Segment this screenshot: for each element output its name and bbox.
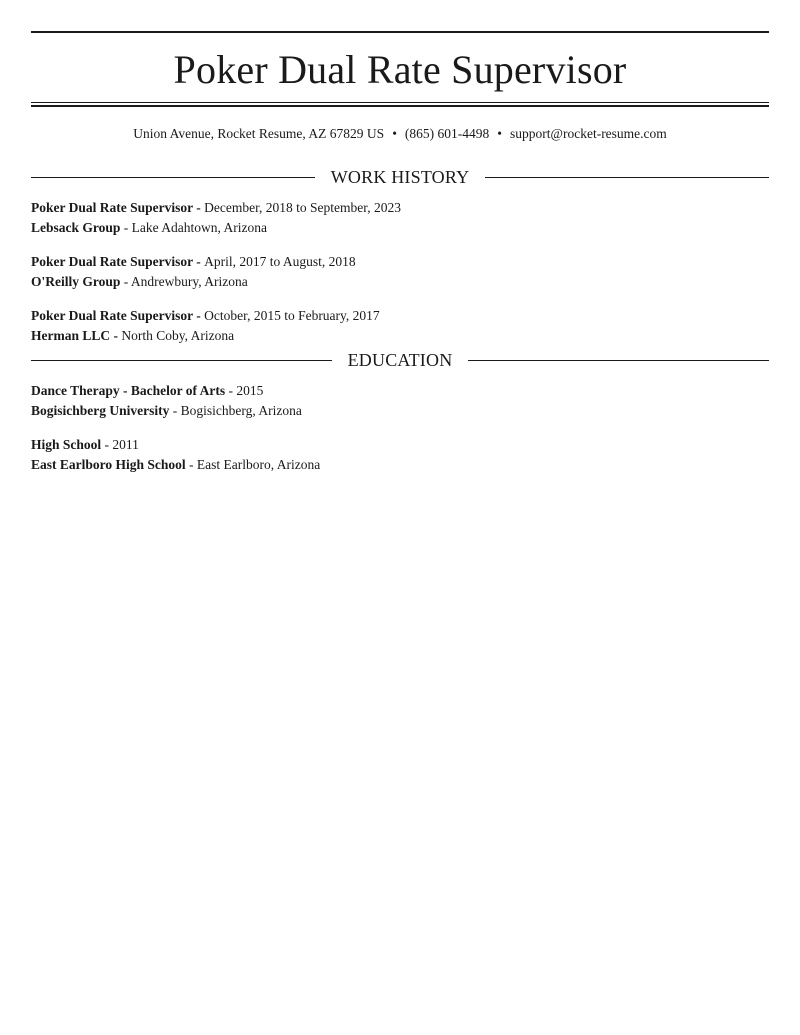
company-location: Andrewbury, Arizona — [130, 274, 248, 289]
section-title: EDUCATION — [347, 349, 453, 370]
address: Union Avenue, Rocket Resume, AZ 67829 US — [133, 126, 385, 141]
degree: Dance Therapy - Bachelor of Arts — [31, 383, 226, 398]
education-entry — [31, 381, 769, 421]
heading-rule-right — [468, 360, 769, 361]
company-location: North Coby, Arizona — [121, 328, 235, 343]
work-entry — [31, 252, 769, 292]
school-location: East Earlboro, Arizona — [196, 457, 321, 472]
work-history-heading — [31, 165, 769, 189]
contact-separator: • — [392, 126, 397, 141]
education-entry-degree-line: High School - 2011 — [31, 437, 139, 452]
education-entry-school-line: East Earlboro High School - East Earlboro, Arizona — [31, 457, 321, 472]
email: support@rocket-resume.com — [510, 126, 667, 141]
work-entry — [31, 198, 769, 238]
job-dates: December, 2018 to September, 2023 — [204, 200, 401, 215]
resume-page — [31, 31, 769, 475]
heading-rule-right — [485, 177, 769, 178]
company-name: O'Reilly Group — [31, 274, 121, 289]
job-title: Poker Dual Rate Supervisor — [31, 200, 193, 215]
work-entry-title-line: Poker Dual Rate Supervisor - December, 2018 to September, 2023 — [31, 200, 401, 215]
job-dates: April, 2017 to August, 2018 — [204, 254, 356, 269]
job-dates: October, 2015 to February, 2017 — [204, 308, 380, 323]
work-entry-title-line: Poker Dual Rate Supervisor - October, 2015 to February, 2017 — [31, 308, 380, 323]
candidate-name: Poker Dual Rate Supervisor — [173, 47, 627, 92]
job-title: Poker Dual Rate Supervisor — [31, 254, 193, 269]
company-name: Lebsack Group — [31, 220, 121, 235]
phone: (865) 601-4498 — [404, 126, 490, 141]
degree: High School — [31, 437, 102, 452]
company-location: Lake Adahtown, Arizona — [131, 220, 267, 235]
job-title: Poker Dual Rate Supervisor — [31, 308, 193, 323]
header-double-rule — [31, 102, 769, 107]
school-name: Bogisichberg University — [31, 403, 170, 418]
heading-rule-left — [31, 177, 315, 178]
school-location: Bogisichberg, Arizona — [180, 403, 302, 418]
section-title: WORK HISTORY — [330, 166, 470, 187]
education-entry-degree-line: Dance Therapy - Bachelor of Arts - 2015 — [31, 383, 264, 398]
contact-separator: • — [497, 126, 503, 141]
heading-rule-left — [31, 360, 332, 361]
education-heading — [31, 348, 769, 372]
school-name: East Earlboro High School — [31, 457, 186, 472]
work-entry-company-line: Lebsack Group - Lake Adahtown, Arizona — [31, 220, 267, 235]
top-rule — [31, 31, 769, 33]
work-entry — [31, 306, 769, 346]
education-entry-school-line: Bogisichberg University - Bogisichberg, Arizona — [31, 403, 302, 418]
work-entry-title-line: Poker Dual Rate Supervisor - April, 2017 to August, 2018 — [31, 254, 356, 269]
graduation-year: 2011 — [112, 437, 139, 452]
education-entry — [31, 435, 769, 475]
work-entry-company-line: O'Reilly Group - Andrewbury, Arizona — [31, 274, 248, 289]
company-name: Herman LLC — [31, 328, 111, 343]
graduation-year: 2015 — [236, 383, 264, 398]
work-entry-company-line: Herman LLC - North Coby, Arizona — [31, 328, 235, 343]
contact-line — [31, 125, 769, 143]
